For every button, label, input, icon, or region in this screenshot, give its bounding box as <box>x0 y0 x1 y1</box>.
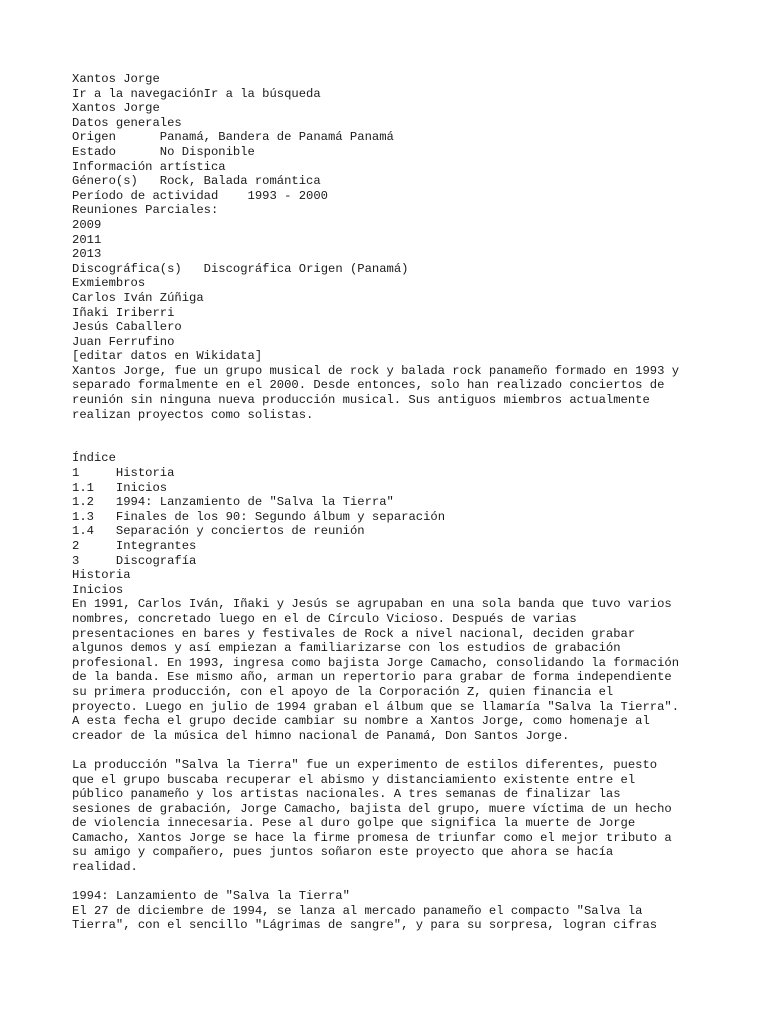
paragraph-line: nombres, concretado luego en el de Círculo Vicioso. Después de varias <box>72 611 577 626</box>
paragraph-line: Tierra", con el sencillo "Lágrimas de sangre", y para su sorpresa, logran cifras <box>72 918 658 933</box>
paragraph-line: En 1991, Carlos Iván, Iñaki y Jesús se agrupaban en una sola banda que tuvo varios <box>72 597 672 612</box>
navigation-links[interactable]: Ir a la navegaciónIr a la búsqueda <box>72 86 321 101</box>
status-value: No Disponible <box>159 144 255 159</box>
section-heading-history: Historia <box>72 568 131 583</box>
paragraph-line: de la banda. Ese mismo año, arman un repertorio para grabar de forma independiente <box>72 670 672 685</box>
toc-label[interactable]: Discografía <box>115 553 197 568</box>
paragraph-line: que el grupo buscaba recuperar el abismo y distanciamiento existente entre el <box>72 772 636 787</box>
toc-label[interactable]: Separación y conciertos de reunión <box>115 524 365 539</box>
paragraph-line: realidad. <box>72 860 138 875</box>
infobox-row-origin <box>72 130 712 145</box>
infobox-row-status <box>72 145 712 160</box>
intro-paragraph <box>72 364 712 422</box>
reunions-label: Reuniones Parciales: <box>72 203 219 218</box>
former-member[interactable]: Juan Ferrufino <box>72 334 175 349</box>
toc-item[interactable] <box>72 466 712 481</box>
launch-paragraph <box>72 904 712 933</box>
paragraph-line: su primera producción, con el apoyo de la Corporación Z, quien financia el <box>72 684 614 699</box>
reunion-year: 2013 <box>72 247 102 262</box>
paragraph-line: A esta fecha el grupo decide cambiar su nombre a Xantos Jorge, como homenaje al <box>72 714 650 729</box>
toc-number: 1.2 <box>72 495 94 510</box>
paragraph-line: El 27 de diciembre de 1994, se lanza al mercado panameño el compacto "Salva la <box>72 903 643 918</box>
toc-item[interactable] <box>72 481 712 496</box>
infobox-row-genre <box>72 174 712 189</box>
toc-item[interactable] <box>72 539 712 554</box>
infobox <box>72 101 712 364</box>
section-heading-beginnings: Inicios <box>72 582 124 597</box>
record-label-value[interactable]: Discográfica Origen (Panamá) <box>203 261 409 276</box>
paragraph-line: reunión sin ninguna nueva producción musical. Sus antiguos miembros actualmente <box>72 393 650 408</box>
genre-label: Género(s) <box>72 174 138 189</box>
toc-item[interactable] <box>72 554 712 569</box>
paragraph-line: creador de la música del himno nacional de Panamá, Don Santos Jorge. <box>72 728 570 743</box>
former-member[interactable]: Carlos Iván Zúñiga <box>72 290 204 305</box>
period-value: 1993 - 2000 <box>247 188 328 203</box>
paragraph-line: profesional. En 1993, ingresa como bajista Jorge Camacho, consolidando la formación <box>72 655 680 670</box>
paragraph-line: Camacho, Xantos Jorge se hace la firme promesa de triunfar como el mejor tributo a <box>72 830 672 845</box>
infobox-artistic-heading: Información artística <box>72 159 226 174</box>
paragraph-line: de violencia innecesaria. Pese al duro golpe que significa la muerte de Jorge <box>72 816 636 831</box>
document-body <box>72 72 712 933</box>
toc-label[interactable]: 1994: Lanzamiento de "Salva la Tierra" <box>115 495 394 510</box>
paragraph-line: Xantos Jorge, fue un grupo musical de rock y balada rock panameño formado en 1993 y <box>72 363 680 378</box>
toc-number: 1 <box>72 466 80 481</box>
toc-number: 1.3 <box>72 509 94 524</box>
toc-label[interactable]: Inicios <box>115 480 168 495</box>
paragraph-line: proyecto. Luego en julio de 1994 graban el álbum que se llamaría "Salva la Tierra". <box>72 699 680 714</box>
paragraph-line: público panameño y los artistas nacionales. A tres semanas de finalizar las <box>72 787 621 802</box>
origin-label: Origen <box>72 130 116 145</box>
paragraph-line: algunos demos y así empiezan a familiarizarse con los estudios de grabación <box>72 641 621 656</box>
infobox-row-period <box>72 189 712 204</box>
infobox-name: Xantos Jorge <box>72 101 160 116</box>
spacer <box>72 743 712 758</box>
toc-label[interactable]: Finales de los 90: Segundo álbum y separación <box>115 509 446 524</box>
beginnings-paragraph <box>72 597 712 743</box>
infobox-row-label <box>72 262 712 277</box>
toc-number: 1.1 <box>72 480 94 495</box>
reunion-year: 2009 <box>72 217 102 232</box>
record-label-label: Discográfica(s) <box>72 261 182 276</box>
former-members-heading: Exmiembros <box>72 276 146 291</box>
table-of-contents <box>72 451 712 568</box>
infobox-general-heading: Datos generales <box>72 115 182 130</box>
toc-item[interactable] <box>72 495 712 510</box>
spacer <box>72 422 712 451</box>
paragraph-line: presentaciones en bares y festivales de Rock a nivel nacional, deciden grabar <box>72 626 636 641</box>
former-member[interactable]: Iñaki Iriberri <box>72 305 175 320</box>
period-label: Período de actividad <box>72 188 219 203</box>
former-member[interactable]: Jesús Caballero <box>72 320 182 335</box>
origin-value[interactable]: Panamá, Bandera de Panamá Panamá <box>159 130 394 145</box>
reunion-year: 2011 <box>72 232 102 247</box>
genre-value[interactable]: Rock, Balada romántica <box>159 174 321 189</box>
toc-number: 1.4 <box>72 524 94 539</box>
paragraph-line: sesiones de grabación, Jorge Camacho, bajista del grupo, muere víctima de un hecho <box>72 801 672 816</box>
spacer <box>72 875 712 890</box>
edit-wikidata-link[interactable]: [editar datos en Wikidata] <box>72 349 263 364</box>
toc-item[interactable] <box>72 510 712 525</box>
toc-number: 2 <box>72 539 80 553</box>
toc-item[interactable] <box>72 524 712 539</box>
page-title: Xantos Jorge <box>72 72 160 86</box>
paragraph-line: separado formalmente en el 2000. Desde entonces, solo han realizado conciertos de <box>72 378 665 393</box>
status-label: Estado <box>72 144 116 159</box>
production-paragraph <box>72 758 712 875</box>
toc-label[interactable]: Historia <box>115 466 175 481</box>
toc-label[interactable]: Integrantes <box>115 539 197 553</box>
paragraph-line: realizan proyectos como solistas. <box>72 407 314 422</box>
toc-number: 3 <box>72 553 80 568</box>
paragraph-line: La producción "Salva la Tierra" fue un experimento de estilos diferentes, puesto <box>72 757 658 772</box>
section-heading-launch: 1994: Lanzamiento de "Salva la Tierra" <box>72 889 350 904</box>
paragraph-line: su amigo y compañero, pues juntos soñaron este proyecto que ahora se hacía <box>72 845 614 860</box>
toc-heading: Índice <box>72 451 116 466</box>
